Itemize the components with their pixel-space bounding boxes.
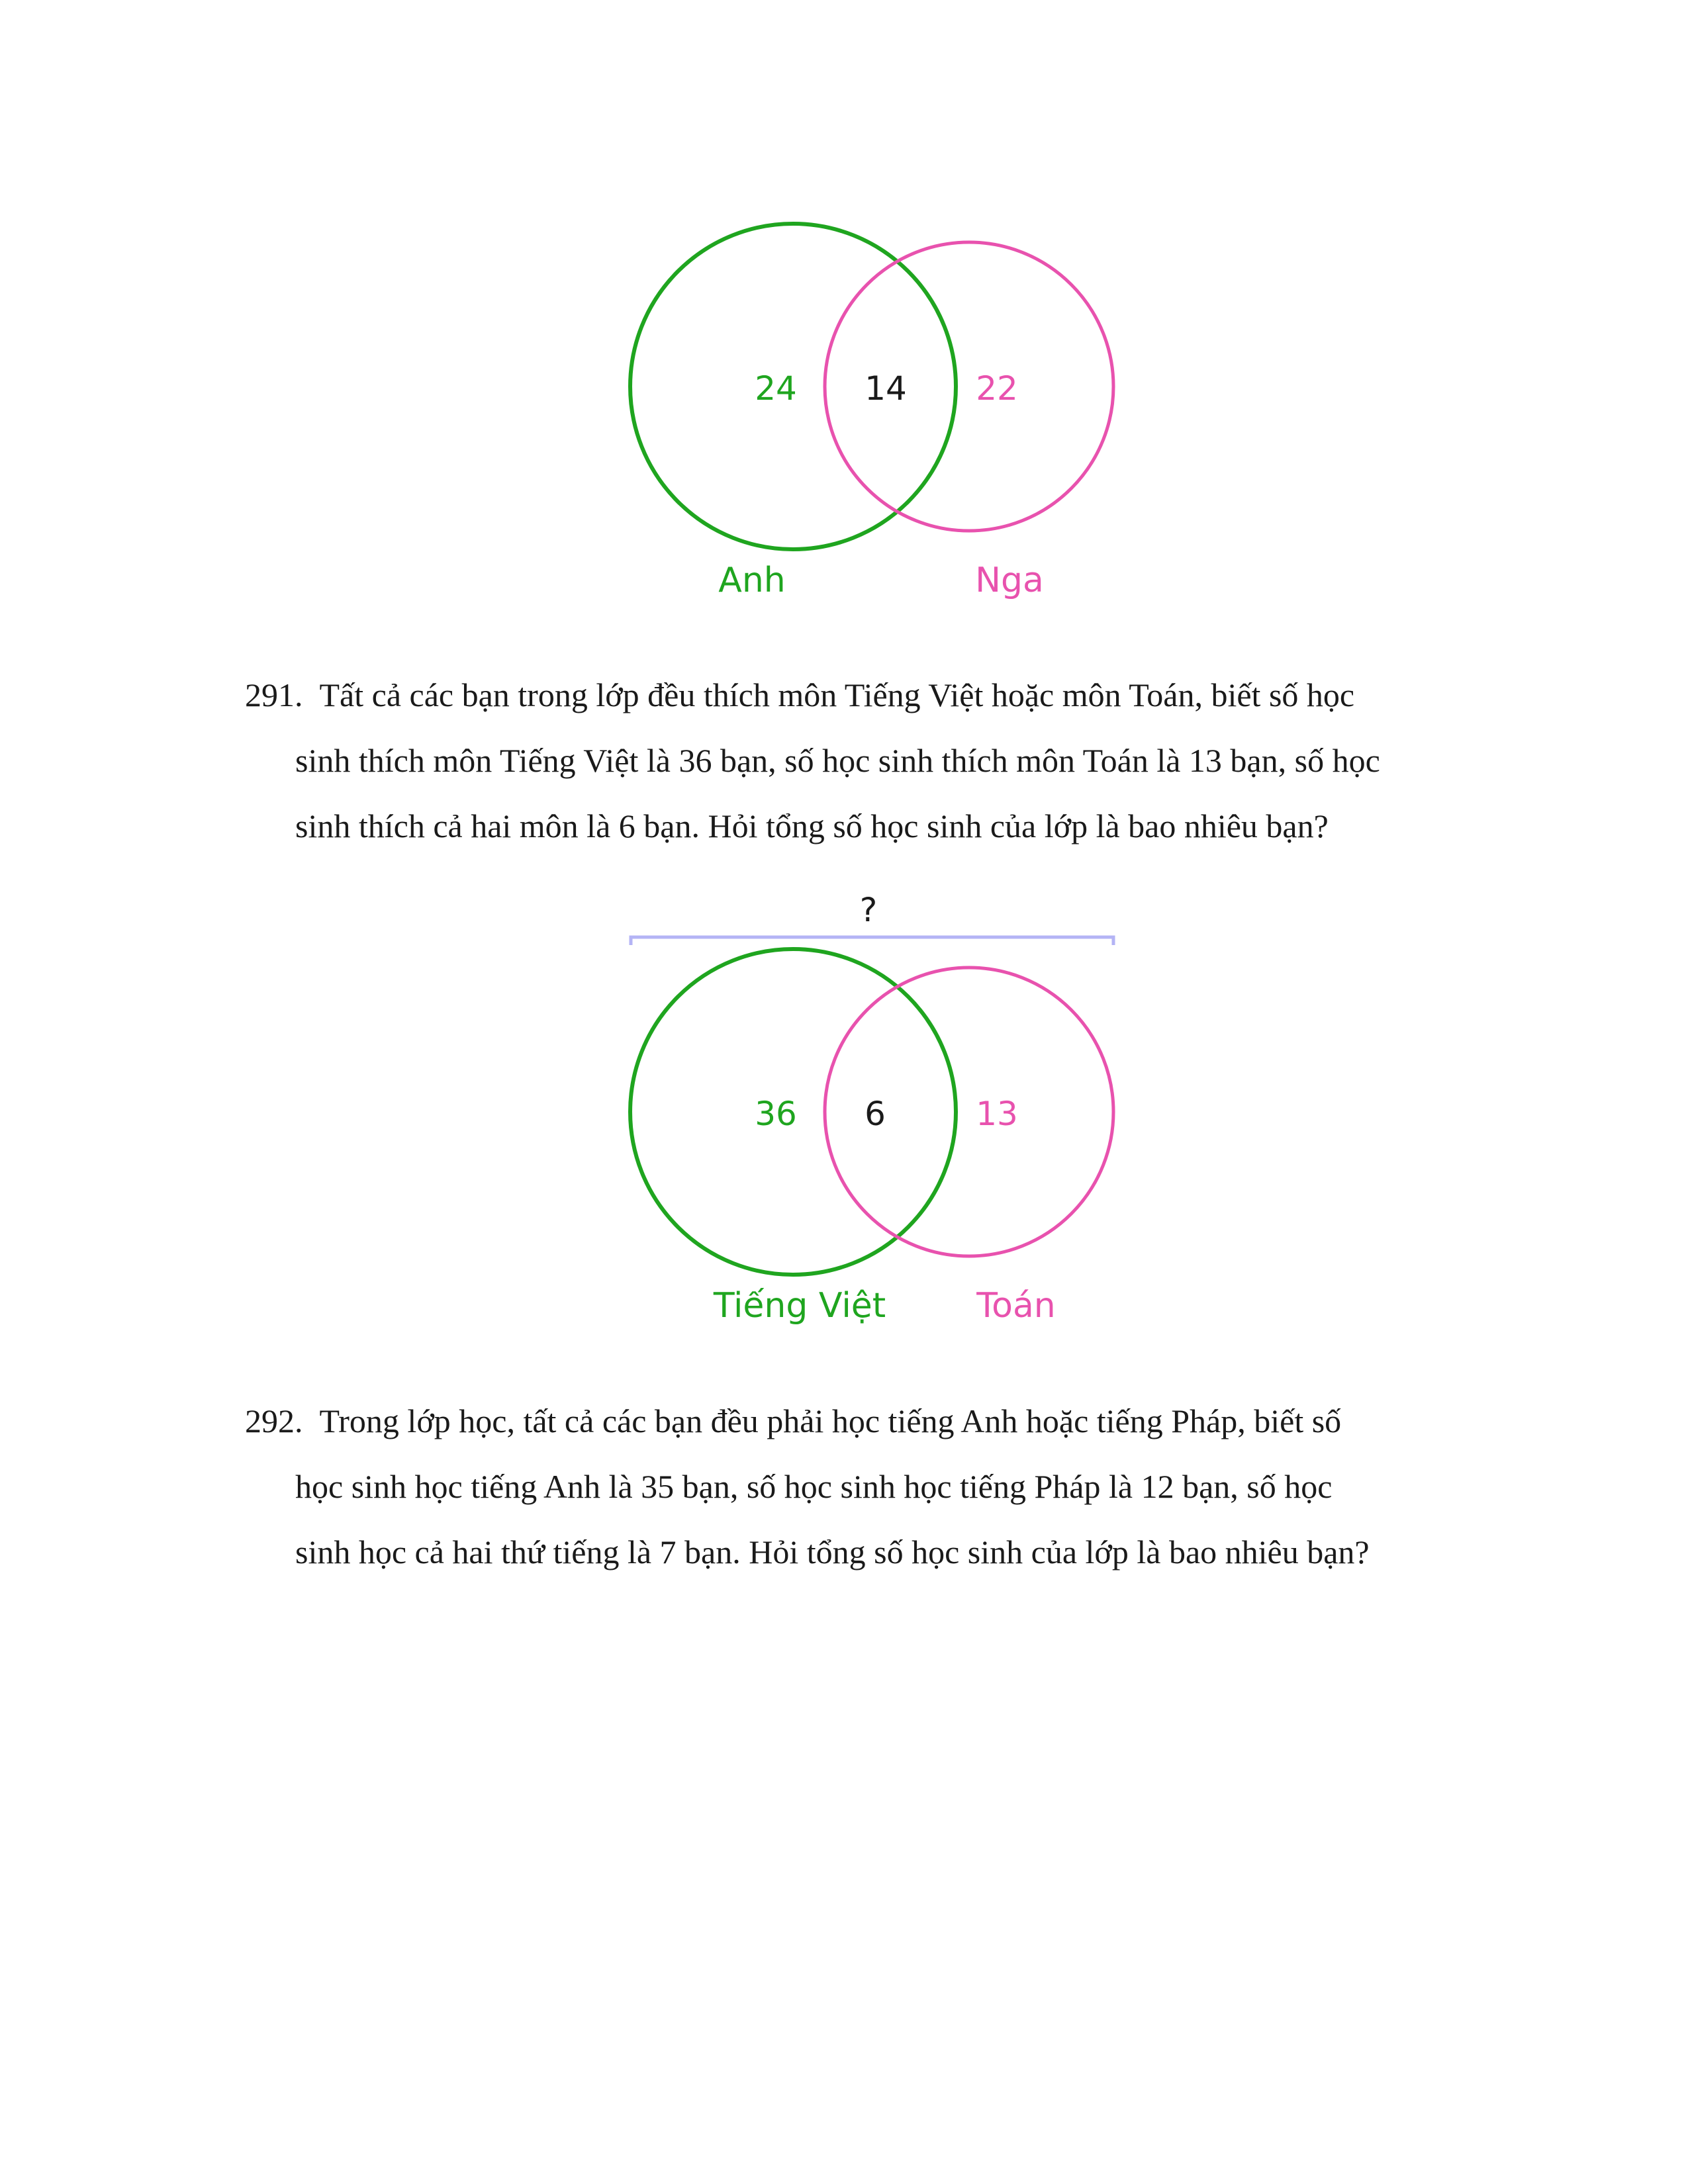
venn-diagram-tieng-viet-toan <box>630 891 1113 1326</box>
anh-only-count: 24 <box>755 369 797 408</box>
venn-diagram-anh-nga <box>630 224 1113 600</box>
toan-label: Toán <box>976 1286 1056 1326</box>
problem-292-first-line <box>245 1388 1503 1454</box>
nga-label: Nga <box>975 561 1044 600</box>
total-bracket <box>631 937 1113 945</box>
problem-292-line-3: sinh học cả hai thứ tiếng là 7 bạn. Hỏi tổng số học sinh của lớp là bao nhiêu bạn? <box>295 1533 1370 1570</box>
tieng-viet-count: 36 <box>755 1095 797 1133</box>
toan-count: 13 <box>976 1095 1018 1133</box>
anh-label: Anh <box>718 561 786 600</box>
problem-291-line-2: sinh thích môn Tiếng Việt là 36 bạn, số học sinh thích môn Toán là 13 bạn, số học <box>295 742 1380 779</box>
both-subjects-count: 6 <box>865 1095 886 1133</box>
problem-292 <box>245 1388 1503 1585</box>
tieng-viet-label: Tiếng Việt <box>713 1286 886 1326</box>
problem-292-line-2: học sinh học tiếng Anh là 35 bạn, số học sinh học tiếng Pháp là 12 bạn, số học <box>295 1468 1333 1505</box>
problem-292-line-1: Trong lớp học, tất cả các bạn đều phải học tiếng Anh hoặc tiếng Pháp, biết số <box>319 1402 1342 1439</box>
problem-291 <box>245 662 1503 859</box>
problem-292-number: 292. <box>245 1402 303 1439</box>
total-question-mark: ? <box>859 891 878 929</box>
problem-291-first-line <box>245 662 1503 728</box>
nga-only-count: 22 <box>976 369 1018 408</box>
problem-291-number: 291. <box>245 676 303 713</box>
problem-291-line-3: sinh thích cả hai môn là 6 bạn. Hỏi tổng số học sinh của lớp là bao nhiêu bạn? <box>295 807 1329 844</box>
problem-291-line-1: Tất cả các bạn trong lớp đều thích môn Tiếng Việt hoặc môn Toán, biết số học <box>319 676 1355 713</box>
both-count: 14 <box>865 369 907 408</box>
